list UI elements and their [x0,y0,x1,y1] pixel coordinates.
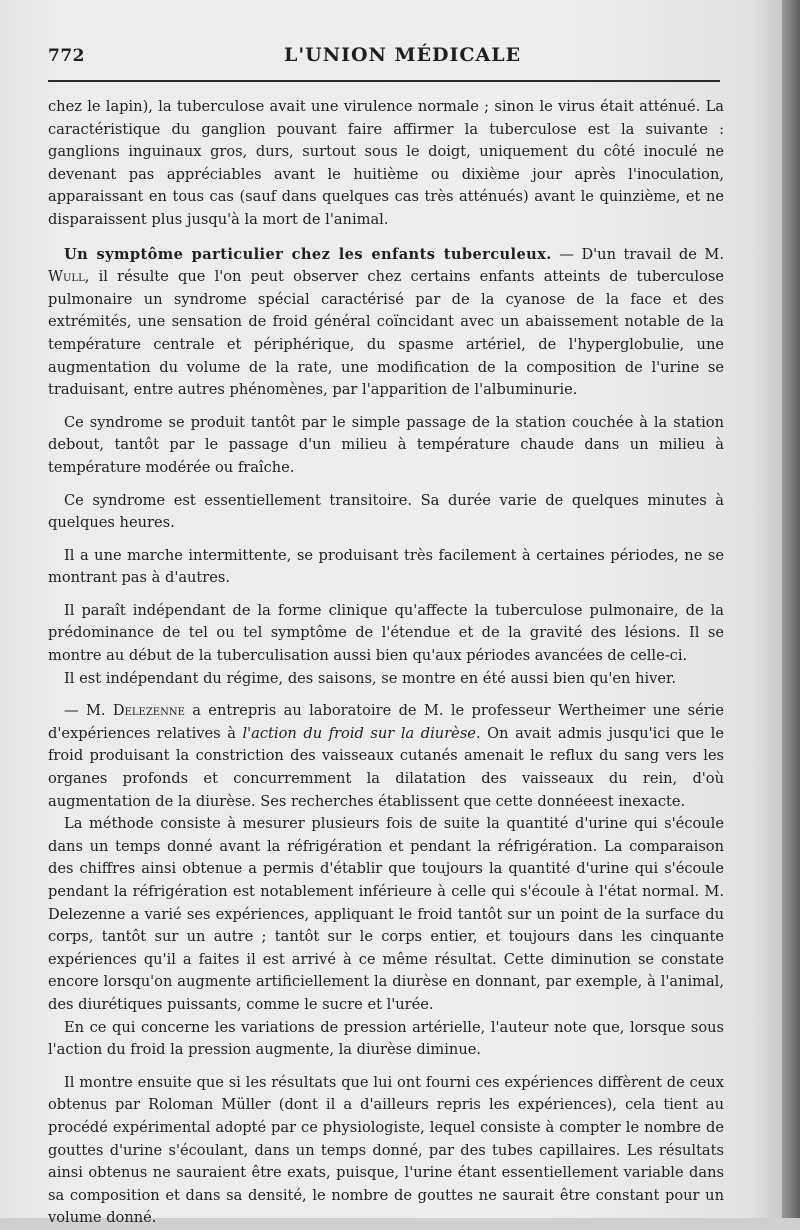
running-header [48,40,728,68]
paragraph-forme-clinique: Il paraît indépendant de la forme clinique qu'affecte la tuberculose pulmonaire, de la prédominance de tel ou tel symptôme de l'étendue et de la gravité des lésions. Il se montre au début de la tuberculisation aussi bien qu'aux périodes avancées de celle-ci. [48,601,724,665]
page-number: 772 [48,46,85,66]
paragraph-tuberculose-lapin: chez le lapin), la tuberculose avait une virulence normale ; sinon le virus était atténué. La caractéristique du ganglion pouvant faire affirmer la tuberculose est la suivante : ganglions inguinaux gros, durs, surtout sous le doigt, uniquement du côté inoculé ne devenant pas appréciables avant le huitième ou dixième jour après l'inoculation, apparaissant en tous cas (sauf dans quelques cas très atténués) avant le quinzième, et ne disparaissent plus jusqu'à la mort de l'animal. [48,98,724,228]
journal-title: L'UNION MÉDICALE [284,44,522,66]
heading-dash: — D'un travail de M. [551,245,724,263]
paragraph-lead: — M. [64,702,113,720]
header-rule [48,80,720,82]
paragraph-text: , il résulte que l'on peut observer chez certains enfants atteints de tuberculose pulmonaire un syndrome spécial caractérisé par de la cyanose de la face et des extrémités, une sensation de froid général coïncidant avec un abaissement notable de la température centrale et périphérique, du spasme artériel, de l'hyperglobulie, une augmentation du volume de la rate, une modification de la composition de l'urine se traduisant, entre autres phénomènes, par l'apparition de l'albuminurie. [48,268,724,399]
paragraph-syndrome-production: Ce syndrome se produit tantôt par le simple passage de la station couchée à la station debout, tantôt par le passage d'un milieu à température chaude dans un milieu à température modérée ou fraîche. [48,413,724,476]
author-name: Delezenne [112,702,185,720]
italic-title: l'action du froid sur la diurèse [242,724,476,742]
paragraph-resultats: Il montre ensuite que si les résultats que lui ont fourni ces expériences diffèrent de ceux obtenus par Roloman Müller (dont il a d'ailleurs repris les expériences), cela tient au procédé expérimental adopté par ce physiologiste, lequel consiste à compter le nombre de gouttes d'urine s'écoulant, dans un temps donné, par des tubes capillaires. Les résultats ainsi obtenus ne sauraient être exats, puisque, l'urine étant essentiellement variable dans sa composition et dans sa densité, le nombre de gouttes ne saurait être constant pour un volume donné. [48,1073,724,1227]
author-name: Wull [48,268,85,286]
paragraph-pression: En ce qui concerne les variations de pression artérielle, l'auteur note que, lorsque sous l'action du froid la pression augmente, la diurèse diminue. [48,1018,724,1059]
paragraph-text: . On avait admis jusqu'ici que le froid produisant la constriction des vaisseaux cutanés amenait le reflux du sang vers les organes profonds et concurremment la dilatation des vaisseaux du rein, d'où augmentation de la diurèse. Ses recherches établissent que cette donnéeest inexacte. [48,724,724,810]
paragraph-symptome [48,244,724,402]
paragraph-text: a entrepris au laboratoire de M. le professeur Wertheimer une série d'expériences relatives à [48,702,724,742]
section-heading: Un symptôme particulier chez les enfants tuberculeux. [64,245,552,263]
paragraph-methode: La méthode consiste à mesurer plusieurs fois de suite la quantité d'urine qui s'écoule dans un temps donné avant la réfrigération et pendant la réfrigération. La comparaison des chiffres ainsi obtenue a permis d'établir que toujours la quantité d'urine qui s'écoule pendant la réfrigération est notablement inférieure à celle qui s'écoule à l'état normal. M. Delezenne a varié ses expériences, appliquant le froid tantôt sur un point de la surface du corps, tantôt sur un autre ; tantôt sur le corps entier, et toujours dans les cinquante expériences qu'il a faites il est arrivé à ce même résultat. Cette diminution se constate encore lorsqu'on augmente artificiellement la diurèse en donnant, par exemple, à l'animal, des diurétiques puissants, comme le sucre et l'urée. [48,815,724,1013]
paragraph-marche-intermittente: Il a une marche intermittente, se produisant très facilement à certaines périodes, ne se montrant pas à d'autres. [48,546,724,587]
article-body [48,96,724,1230]
paragraph-delezenne [48,700,724,813]
paragraph-syndrome-transitoire: Ce syndrome est essentiellement transitoire. Sa durée varie de quelques minutes à quelques heures. [48,491,724,532]
page-edge-shadow [782,0,800,1218]
paragraph-regime: Il est indépendant du régime, des saisons, se montre en été aussi bien qu'en hiver. [64,669,677,687]
